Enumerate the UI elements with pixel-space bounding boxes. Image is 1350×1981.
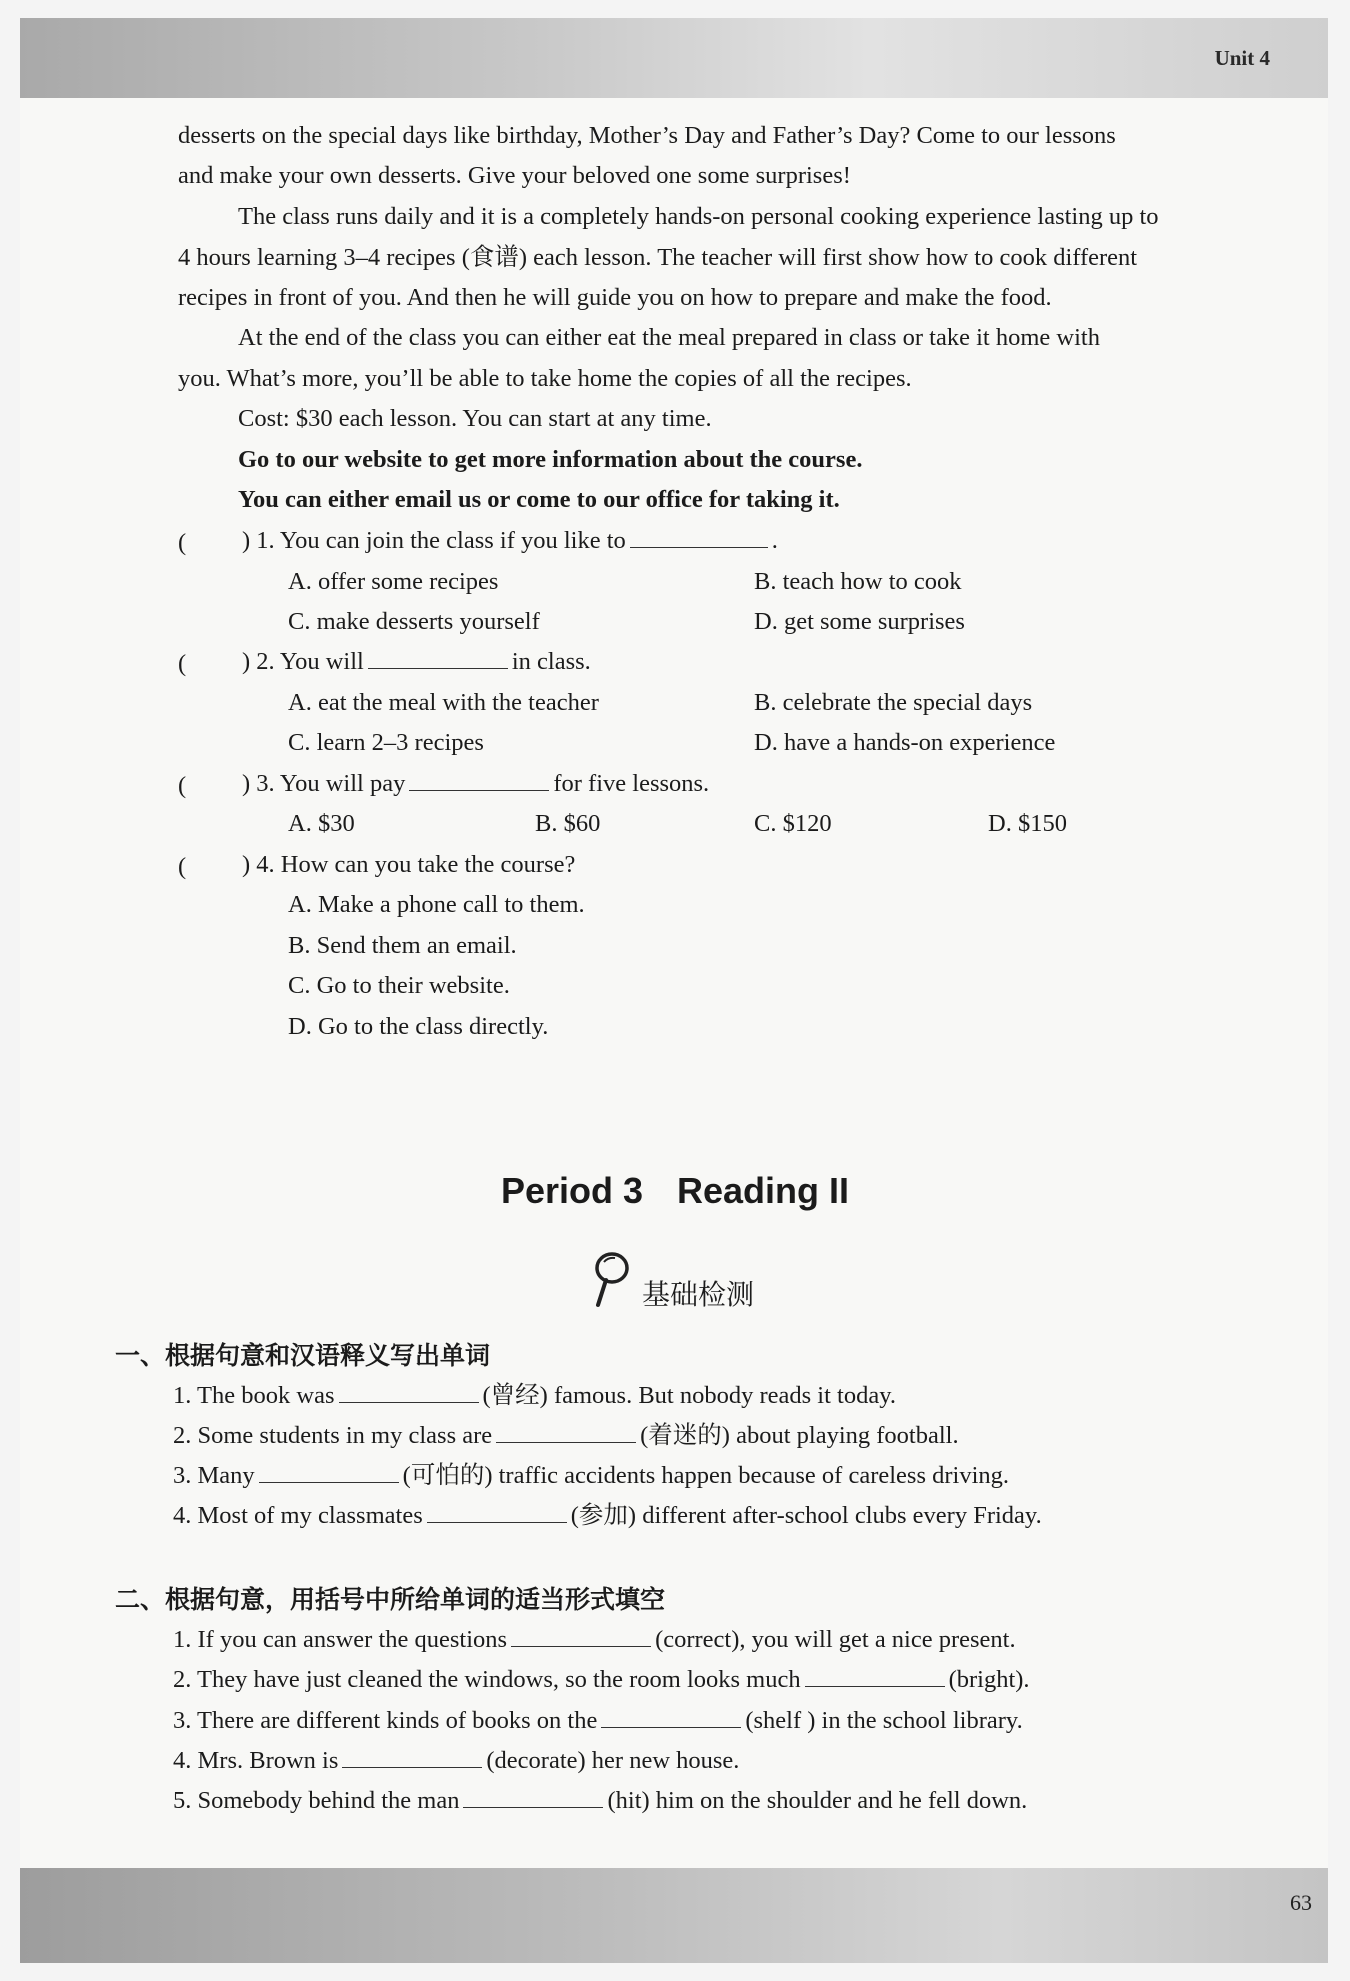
option[interactable]: D. have a hands-on experience: [754, 729, 1056, 756]
fill-item: 1. The book was (曾经) famous. But nobody reads it today.: [173, 1382, 896, 1409]
fill-item: 3. Many (可怕的) traffic accidents happen because of careless driving.: [173, 1462, 1010, 1489]
option[interactable]: C. Go to their website.: [288, 972, 510, 999]
page-number: 63: [1290, 1890, 1312, 1915]
header-band: [20, 18, 1328, 98]
answer-blank[interactable]: [805, 1668, 945, 1687]
fill-item: 2. They have just cleaned the windows, so the room looks much (bright).: [173, 1666, 1030, 1693]
answer-blank[interactable]: [409, 772, 549, 791]
passage-line: recipes in front of you. And then he will guide you on how to prepare and make the food.: [178, 284, 1052, 311]
fill-item: 2. Some students in my class are (着迷的) about playing football.: [173, 1422, 959, 1449]
fill-item: 5. Somebody behind the man (hit) him on the shoulder and he fell down.: [173, 1787, 1028, 1814]
option[interactable]: B. teach how to cook: [754, 568, 962, 595]
passage-line: desserts on the special days like birthday, Mother’s Day and Father’s Day? Come to our lessons: [178, 122, 1116, 149]
question-stem: ) 4. How can you take the course?: [242, 851, 576, 878]
option[interactable]: B. celebrate the special days: [754, 689, 1033, 716]
answer-paren: (: [178, 529, 187, 556]
unit-label: Unit 4: [1214, 46, 1270, 70]
footer-band: [20, 1868, 1328, 1963]
section-1-title: 一、根据句意和汉语释义写出单词: [115, 1341, 491, 1370]
option[interactable]: D. get some surprises: [754, 608, 965, 635]
magnifier-icon: [588, 1250, 632, 1317]
passage-line: 4 hours learning 3–4 recipes (食谱) each lesson. The teacher will first show how to cook different: [178, 244, 1138, 271]
answer-blank[interactable]: [342, 1749, 482, 1768]
fill-item: 4. Mrs. Brown is (decorate) her new house.: [173, 1747, 740, 1774]
option[interactable]: C. learn 2–3 recipes: [288, 729, 484, 756]
passage-line: and make your own desserts. Give your beloved one some surprises!: [178, 162, 851, 189]
option[interactable]: A. eat the meal with the teacher: [288, 689, 599, 716]
passage-line: At the end of the class you can either eat the meal prepared in class or take it home with: [238, 324, 1100, 351]
option[interactable]: C. make desserts yourself: [288, 608, 540, 635]
option[interactable]: A. offer some recipes: [288, 568, 499, 595]
answer-blank[interactable]: [339, 1384, 479, 1403]
option[interactable]: D. $150: [988, 810, 1067, 837]
answer-paren: (: [178, 853, 187, 880]
answer-blank[interactable]: [368, 650, 508, 669]
passage-line: Cost: $30 each lesson. You can start at any time.: [238, 405, 712, 432]
answer-blank[interactable]: [496, 1424, 636, 1443]
fill-item: 4. Most of my classmates (参加) different after-school clubs every Friday.: [173, 1502, 1042, 1529]
answer-paren: (: [178, 772, 187, 799]
answer-paren: (: [178, 650, 187, 677]
passage-bold-line: Go to our website to get more information about the course.: [238, 446, 863, 473]
period-title: Period 3 Reading II: [500, 1170, 850, 1211]
fill-item: 3. There are different kinds of books on the (shelf ) in the school library.: [173, 1707, 1023, 1734]
option[interactable]: B. $60: [535, 810, 601, 837]
basic-check-heading: 基础检测: [588, 1250, 754, 1317]
question-stem: ) 1. You can join the class if you like to .: [242, 527, 778, 554]
answer-blank[interactable]: [463, 1789, 603, 1808]
answer-blank[interactable]: [601, 1709, 741, 1728]
passage-line: The class runs daily and it is a completely hands-on personal cooking experience lasting up to: [238, 203, 1159, 230]
section-2-title: 二、根据句意，用括号中所给单词的适当形式填空: [115, 1585, 666, 1614]
answer-blank[interactable]: [427, 1504, 567, 1523]
answer-blank[interactable]: [259, 1464, 399, 1483]
option[interactable]: A. $30: [288, 810, 355, 837]
question-stem: ) 2. You will in class.: [242, 648, 591, 675]
passage-line: you. What’s more, you’ll be able to take home the copies of all the recipes.: [178, 365, 912, 392]
option[interactable]: B. Send them an email.: [288, 932, 517, 959]
passage-bold-line: You can either email us or come to our office for taking it.: [238, 486, 840, 513]
option[interactable]: A. Make a phone call to them.: [288, 891, 585, 918]
question-stem: ) 3. You will pay for five lessons.: [242, 770, 710, 797]
fill-item: 1. If you can answer the questions (correct), you will get a nice present.: [173, 1626, 1016, 1653]
option[interactable]: D. Go to the class directly.: [288, 1013, 549, 1040]
answer-blank[interactable]: [630, 529, 768, 548]
answer-blank[interactable]: [511, 1628, 651, 1647]
option[interactable]: C. $120: [754, 810, 832, 837]
